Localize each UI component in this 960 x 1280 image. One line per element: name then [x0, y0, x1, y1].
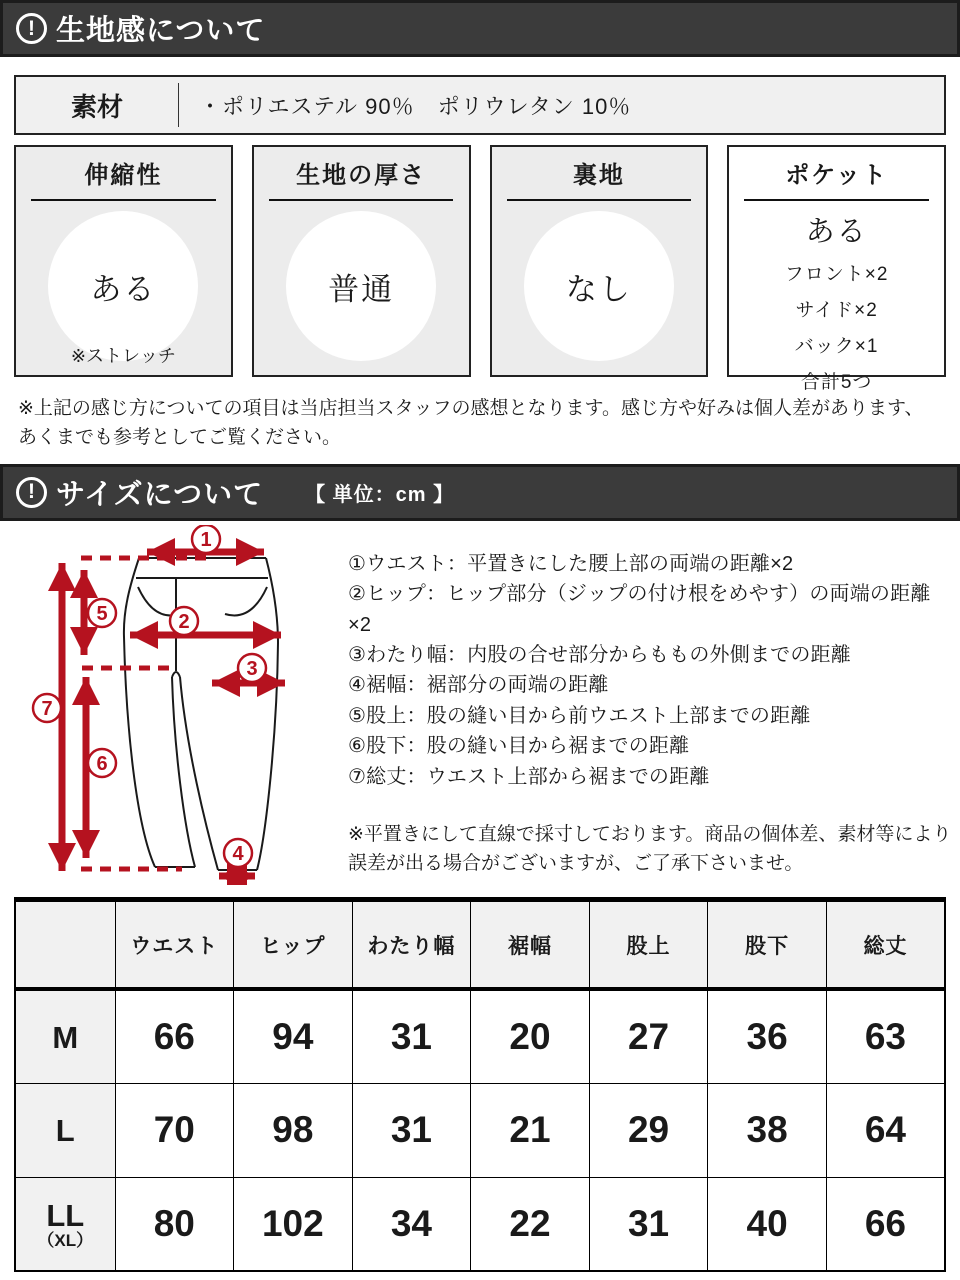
- diagram-label-4: 4: [232, 842, 244, 865]
- size-value: 40: [708, 1177, 827, 1271]
- pocket-detail: 合計5つ: [800, 372, 873, 393]
- size-value: 98: [234, 1083, 353, 1177]
- pocket-detail: バック×1: [794, 336, 879, 357]
- spec-box-value: 普通: [328, 271, 395, 307]
- size-label: L: [15, 1083, 115, 1177]
- size-value: 31: [352, 989, 471, 1083]
- pants-measurement-diagram: [14, 525, 344, 885]
- spec-box-title: 生地の厚さ: [269, 155, 454, 201]
- measure-point-list: [348, 549, 952, 792]
- size-body: [14, 525, 960, 885]
- diagram-label-2: 2: [178, 610, 190, 633]
- measure-point: ①ウエスト：平置きにした腰上部の両端の距離×2: [348, 552, 794, 575]
- material-label: 素材: [70, 91, 123, 122]
- fabric-section-header: [0, 0, 960, 57]
- size-value: 66: [826, 1177, 945, 1271]
- spec-box-value-circle: [48, 211, 198, 361]
- pants-outline: [124, 558, 278, 870]
- size-label-sub: （XL）: [37, 1230, 94, 1250]
- measure-column: [348, 525, 952, 885]
- size-label-main: LL: [46, 1197, 85, 1233]
- size-table-header: ウエスト: [115, 899, 234, 989]
- size-value: 29: [589, 1083, 708, 1177]
- size-table-header-row: [15, 899, 945, 989]
- size-value: 38: [708, 1083, 827, 1177]
- table-row-size-m: [15, 989, 945, 1083]
- size-table-header: [15, 899, 115, 989]
- diagram-label-3: 3: [246, 657, 258, 680]
- size-value: 70: [115, 1083, 234, 1177]
- diagram-label-5: 5: [96, 602, 108, 625]
- measure-point: ③わたり幅：内股の合せ部分からももの外側までの距離: [348, 644, 851, 667]
- measure-point: ②ヒップ：ヒップ部分（ジップの付け根をめやす）の両端の距離×2: [348, 583, 931, 636]
- size-label: [15, 1177, 115, 1271]
- size-value: 66: [115, 989, 234, 1083]
- fabric-section-title: 生地感について: [56, 15, 266, 47]
- size-value: 22: [471, 1177, 590, 1271]
- diagram-label-7: 7: [41, 697, 53, 720]
- size-value: 80: [115, 1177, 234, 1271]
- spec-box-value-circle: [286, 211, 436, 361]
- measure-point: ⑦総丈：ウエスト上部から裾までの距離: [348, 765, 710, 788]
- size-value: 31: [352, 1083, 471, 1177]
- size-table: [14, 897, 946, 1273]
- measure-point: ⑤股上：股の縫い目から前ウエスト上部までの距離: [348, 704, 811, 727]
- size-value: 64: [826, 1083, 945, 1177]
- size-table-header: 股下: [708, 899, 827, 989]
- size-value: 31: [589, 1177, 708, 1271]
- measure-note: ※平置きにして直線で採寸しております。商品の個体差、素材等により誤差が出る場合がございますが、ご了承下さいませ。: [348, 824, 952, 875]
- size-value: 34: [352, 1177, 471, 1271]
- material-row: [14, 75, 946, 135]
- measure-point: ④裾幅：裾部分の両端の距離: [348, 674, 609, 697]
- spec-box-value-circle: [524, 211, 674, 361]
- size-table-header: 股上: [589, 899, 708, 989]
- exclamation-circle-icon: !: [16, 13, 47, 44]
- table-row-size-l: [15, 1083, 945, 1177]
- spec-box-title: ポケット: [744, 155, 929, 201]
- size-unit-label: 【 単位：cm 】: [305, 483, 455, 506]
- size-table-header: ヒップ: [234, 899, 353, 989]
- size-value: 27: [589, 989, 708, 1083]
- measure-point: ⑥股下：股の縫い目から裾までの距離: [348, 735, 690, 758]
- size-table-header: 裾幅: [471, 899, 590, 989]
- size-value: 63: [826, 989, 945, 1083]
- spec-box-pocket: [727, 145, 946, 393]
- size-value: 21: [471, 1083, 590, 1177]
- exclamation-circle-icon: !: [16, 477, 47, 508]
- diagram-label-6: 6: [96, 752, 108, 775]
- spec-box-title: 裏地: [507, 155, 692, 201]
- size-value: 20: [471, 989, 590, 1083]
- size-value: 102: [234, 1177, 353, 1271]
- spec-box-value: ある: [90, 271, 157, 307]
- diagram-label-1: 1: [200, 528, 212, 551]
- spec-box-lining: [490, 145, 709, 377]
- pocket-detail: サイド×2: [795, 300, 878, 321]
- spec-box-title: 伸縮性: [31, 155, 216, 201]
- spec-box-thickness: [252, 145, 471, 377]
- spec-box-stretch: [14, 145, 233, 377]
- size-table-header: 総丈: [826, 899, 945, 989]
- spec-box-note: ※ストレッチ: [70, 346, 176, 366]
- size-label: M: [15, 989, 115, 1083]
- table-row-size-ll: [15, 1177, 945, 1271]
- size-section-header: [0, 464, 960, 521]
- size-table-header: わたり幅: [352, 899, 471, 989]
- pocket-detail: フロント×2: [784, 264, 889, 285]
- material-value: ・ポリエステル 90％ ポリウレタン 10％: [199, 93, 632, 119]
- size-value: 94: [234, 989, 353, 1083]
- size-value: 36: [708, 989, 827, 1083]
- size-section-title: サイズについて: [56, 478, 264, 511]
- pants-right-pocket: [225, 587, 267, 615]
- pocket-value: ある: [805, 216, 868, 248]
- fabric-disclaimer: ※上記の感じ方についての項目は当店担当スタッフの感想となります。感じ方や好みは個人差があります、あくまでも参考としてご覧ください。: [18, 398, 924, 449]
- spec-boxes: [14, 145, 946, 393]
- spec-box-value: なし: [565, 271, 632, 307]
